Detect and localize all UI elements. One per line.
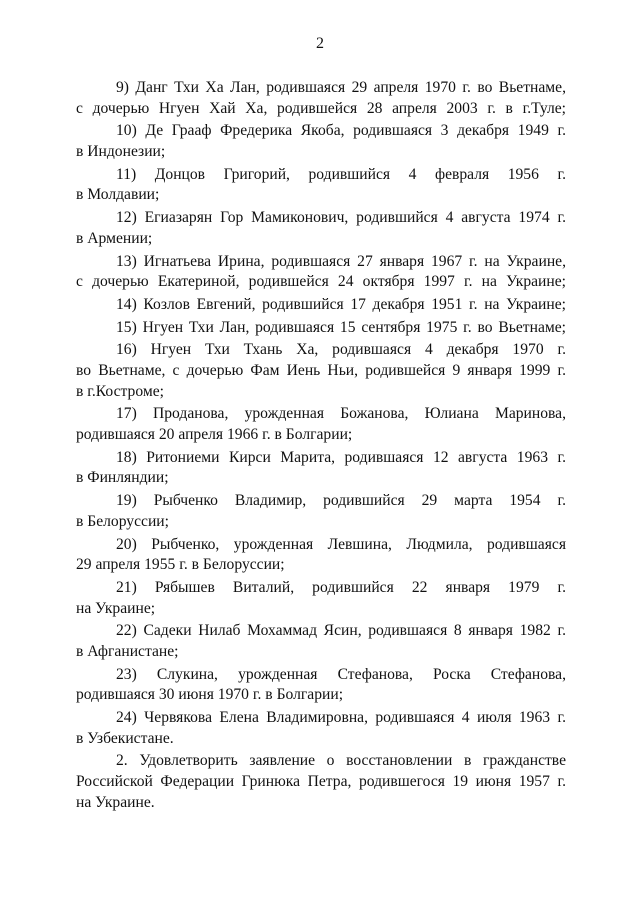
text-line: 10) Де Грааф Фредерика Якоба, родившаяся 3 декабря 1949 г. <box>116 122 566 140</box>
page-number: 2 <box>316 35 324 52</box>
paragraph <box>76 751 566 813</box>
text-line: 2. Удовлетворить заявление о восстановлении в гражданстве <box>116 752 566 770</box>
list-item <box>76 121 566 162</box>
text-line: 9) Данг Тхи Ха Лан, родившаяся 29 апреля 1970 г. во Вьетнаме, <box>116 79 566 96</box>
text-line: 15) Нгуен Тхи Лан, родившаяся 15 сентября 1975 г. во Вьетнаме; <box>116 318 566 336</box>
text-line: на Украине; <box>76 599 156 617</box>
list-item <box>76 621 566 662</box>
text-line: 23) Слукина, урожденная Стефанова, Роска Стефанова, <box>116 665 566 683</box>
text-line: 29 апреля 1955 г. в Белоруссии; <box>76 556 285 574</box>
text-line: с дочерью Екатериной, родившейся 24 октября 1997 г. на Украине; <box>76 273 566 291</box>
text-line: в Афганистане; <box>76 642 179 660</box>
text-line: на Украине. <box>76 793 155 811</box>
text-line: в Армении; <box>76 229 153 247</box>
text-line: 12) Егиазарян Гор Мамиконович, родившийся 4 августа 1974 г. <box>116 209 566 227</box>
list-item <box>76 208 566 249</box>
text-line: 19) Рыбченко Владимир, родившийся 29 марта 1954 г. <box>116 492 566 510</box>
text-line: родившаяся 20 апреля 1966 г. в Болгарии; <box>76 426 353 443</box>
text-line: 20) Рыбченко, урожденная Левшина, Людмила, родившаяся <box>116 535 566 553</box>
text-line: 22) Садеки Нилаб Мохаммад Ясин, родившаяся 8 января 1982 г. <box>116 622 566 640</box>
text-line: 17) Проданова, урожденная Божанова, Юлиана Маринова, <box>116 405 566 423</box>
document-body <box>76 78 566 813</box>
text-line: 24) Червякова Елена Владимировна, родившаяся 4 июля 1963 г. <box>116 709 566 727</box>
text-line: 13) Игнатьева Ирина, родившаяся 27 января 1967 г. на Украине, <box>116 252 566 270</box>
text-line: с дочерью Нгуен Хай Ха, родившейся 28 апреля 2003 г. в г.Туле; <box>76 99 566 117</box>
text-line: 11) Донцов Григорий, родившийся 4 февраля 1956 г. <box>116 165 566 183</box>
text-line: 18) Ритониеми Кирси Марита, родившаяся 12 августа 1963 г. <box>116 448 566 466</box>
list-item <box>76 535 566 576</box>
text-line: 14) Козлов Евгений, родившийся 17 декабря 1951 г. на Украине; <box>116 295 566 313</box>
list-item <box>76 252 566 293</box>
text-line: в Узбекистане. <box>76 729 174 747</box>
list-item <box>76 318 566 339</box>
text-line: в Индонезии; <box>76 142 166 160</box>
list-item <box>76 165 566 206</box>
text-line: в Молдавии; <box>76 186 160 204</box>
list-item <box>76 491 566 532</box>
list-item <box>76 78 566 119</box>
text-line: в Финляндии; <box>76 469 169 487</box>
text-line: в Белоруссии; <box>76 512 169 530</box>
text-line: 21) Рябышев Виталий, родившийся 22 января 1979 г. <box>116 578 566 596</box>
text-line: Российской Федерации Гринюка Петра, родившегося 19 июня 1957 г. <box>76 773 566 790</box>
text-line: родившаяся 30 июня 1970 г. в Болгарии; <box>76 686 344 704</box>
text-line: во Вьетнаме, с дочерью Фам Иень Ньи, родившейся 9 января 1999 г. <box>76 362 566 380</box>
text-line: 16) Нгуен Тхи Тхань Ха, родившаяся 4 декабря 1970 г. <box>116 341 566 359</box>
list-item <box>76 448 566 489</box>
text-line: в г.Костроме; <box>76 382 164 400</box>
list-item <box>76 295 566 316</box>
list-item <box>76 340 566 402</box>
list-item <box>76 404 566 445</box>
list-item <box>76 708 566 749</box>
list-item <box>76 578 566 619</box>
list-item <box>76 665 566 706</box>
